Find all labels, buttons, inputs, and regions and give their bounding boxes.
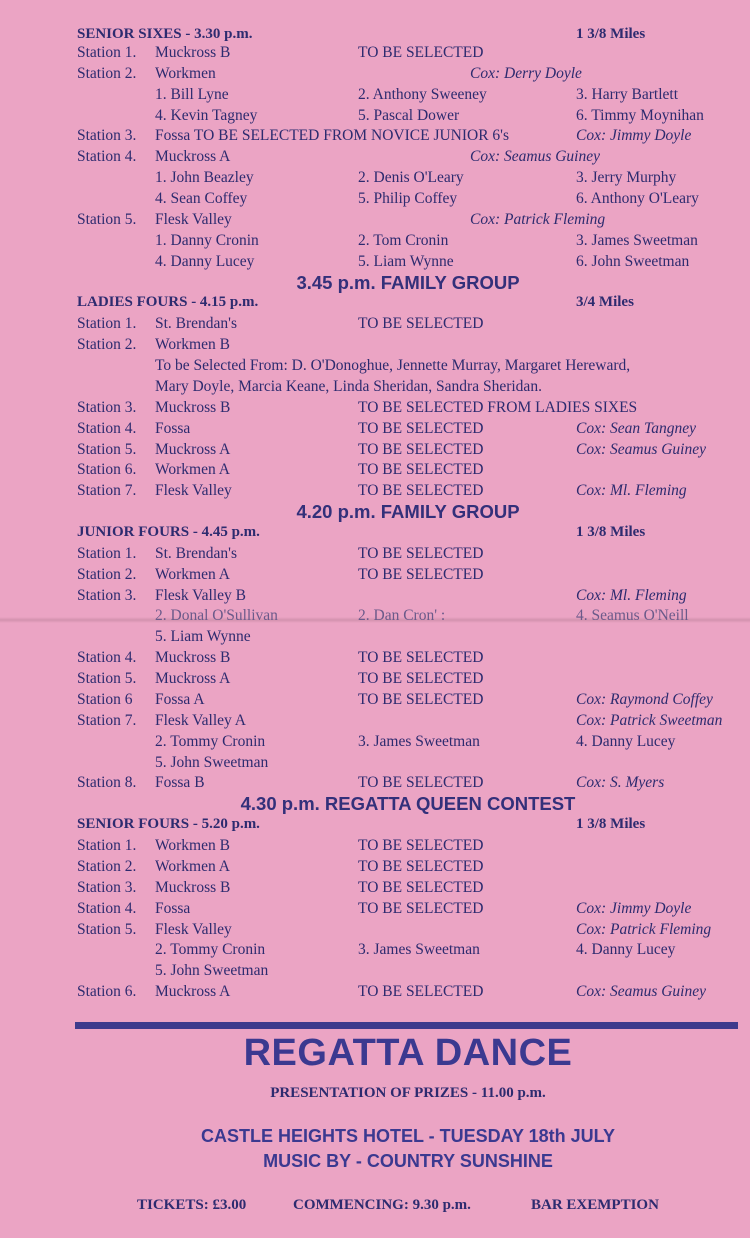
crew-name: St. Brendan's [155, 315, 238, 333]
schedule-row [0, 668, 750, 689]
station-label: Station 5. [77, 440, 137, 458]
cox-name: Cox: Sean Tangney [576, 419, 696, 437]
right-column: 6. Timmy Moynihan [576, 106, 704, 124]
group-heading: 4.30 p.m. REGATTA QUEEN CONTEST [240, 793, 576, 815]
cox-name: Cox: Ml. Fleming [576, 586, 687, 604]
schedule-row [0, 209, 750, 230]
schedule-row [0, 251, 750, 272]
station-label: SENIOR SIXES - 3.30 p.m. [77, 26, 253, 42]
selection-note: 2. Tom Cronin [358, 231, 449, 249]
crew-name: Fossa A [155, 690, 205, 708]
selection-note: 3. James Sweetman [358, 941, 480, 959]
crew-name: 2. Tommy Cronin [155, 941, 266, 959]
commencing-time: COMMENCING: 9.30 p.m. [293, 1197, 471, 1213]
schedule-row [0, 960, 750, 981]
crew-name: Fossa B [155, 774, 205, 792]
crew-name: 2. Tommy Cronin [155, 732, 266, 750]
cox-name: Cox: Jimmy Doyle [576, 899, 692, 917]
schedule-row [0, 418, 750, 439]
cox-name: Cox: S. Myers [576, 774, 665, 792]
crew-name: 4. Sean Coffey [155, 190, 248, 208]
crew-name: Muckross B [155, 649, 231, 667]
event-heading-row [0, 793, 750, 814]
crew-name: 1. John Beazley [155, 169, 254, 187]
schedule-row [0, 939, 750, 960]
schedule-row [0, 689, 750, 710]
selection-note: TO BE SELECTED [358, 565, 484, 583]
selection-note: TO BE SELECTED [358, 774, 484, 792]
schedule-row [0, 605, 750, 626]
schedule-row [0, 84, 750, 105]
crew-name: Muckross A [155, 440, 231, 458]
schedule-row [0, 835, 750, 856]
crew-name: Workmen B [155, 336, 230, 354]
schedule-row [0, 626, 750, 647]
station-label: Station 1. [77, 44, 137, 61]
crew-name: 4. Kevin Tagney [155, 106, 258, 124]
schedule-row [0, 752, 750, 773]
cox-name: Cox: Derry Doyle [470, 64, 582, 82]
right-column: 3. James Sweetman [576, 231, 698, 249]
cox-name: Cox: Patrick Fleming [470, 210, 606, 228]
right-column: 4. Danny Lucey [576, 732, 676, 750]
right-column: 3. Jerry Murphy [576, 169, 677, 187]
schedule-row [0, 981, 750, 1002]
station-label: LADIES FOURS - 4.15 p.m. [77, 294, 259, 311]
selection-note: TO BE SELECTED [358, 878, 484, 896]
crew-name: Fossa [155, 899, 191, 917]
selection-note: TO BE SELECTED [358, 482, 484, 500]
cox-name: Cox: Ml. Fleming [576, 482, 687, 500]
dance-title: REGATTA DANCE [243, 1032, 573, 1074]
schedule-row [0, 919, 750, 940]
station-label: Station 1. [77, 837, 137, 855]
station-label: SENIOR FOURS - 5.20 p.m. [77, 816, 260, 833]
selection-note: TO BE SELECTED FROM LADIES SIXES [358, 398, 638, 416]
selection-note: TO BE SELECTED [358, 857, 484, 875]
selection-note: TO BE SELECTED [358, 690, 484, 708]
station-label: JUNIOR FOURS - 4.45 p.m. [77, 524, 260, 540]
schedule-row [0, 647, 750, 668]
crew-name: Workmen [155, 64, 216, 82]
selection-note: 5. Liam Wynne [358, 252, 454, 270]
schedule-row [0, 543, 750, 564]
selection-note: 3. James Sweetman [358, 732, 480, 750]
station-label: Station 4. [77, 148, 137, 166]
crew-name: Flesk Valley [155, 482, 232, 500]
prizes-line: PRESENTATION OF PRIZES - 11.00 p.m. [270, 1085, 546, 1101]
schedule-row [0, 585, 750, 606]
selection-note: 2. Anthony Sweeney [358, 85, 487, 103]
station-label: Station 3. [77, 586, 137, 604]
station-label: Station 5. [77, 920, 137, 938]
schedule-row [0, 313, 750, 334]
station-label: Station 2. [77, 336, 137, 354]
selection-note: TO BE SELECTED [358, 837, 484, 855]
right-column: 1 3/8 Miles [576, 524, 646, 540]
selection-note: 2. Denis O'Leary [358, 169, 464, 187]
group-heading: 4.20 p.m. FAMILY GROUP [296, 501, 520, 523]
selection-note: TO BE SELECTED [358, 899, 484, 917]
crew-name: Flesk Valley A [155, 711, 246, 729]
crew-name: St. Brendan's [155, 544, 238, 562]
schedule-row [0, 105, 750, 126]
station-label: Station 4. [77, 899, 137, 917]
event-heading-row [0, 272, 750, 293]
venue-line: CASTLE HEIGHTS HOTEL - TUESDAY 18th JULY [200, 1126, 616, 1146]
crew-name: Workmen A [155, 461, 230, 479]
selection-note: TO BE SELECTED [358, 419, 484, 437]
crew-name: Muckross A [155, 148, 231, 166]
selection-note: TO BE SELECTED [358, 315, 484, 333]
race-heading-row [0, 814, 750, 835]
crew-name: 5. Liam Wynne [155, 628, 251, 646]
right-column: 3. Harry Bartlett [576, 85, 679, 103]
tickets-price: TICKETS: £3.00 [137, 1197, 247, 1213]
schedule-row [0, 710, 750, 731]
cox-name: Cox: Seamus Guiney [576, 983, 706, 1001]
crew-name: 2. Donal O'Sullivan [155, 607, 278, 625]
schedule-row [0, 42, 750, 63]
schedule-row [0, 230, 750, 251]
station-label: Station 3. [77, 127, 137, 145]
station-label: Station 3. [77, 878, 137, 896]
station-label: Station 6 [77, 690, 133, 708]
event-heading-row [0, 501, 750, 522]
station-label: Station 4. [77, 419, 137, 437]
station-label: Station 6. [77, 461, 137, 479]
crew-name: Workmen B [155, 837, 230, 855]
station-label: Station 2. [77, 565, 137, 583]
selection-note: TO BE SELECTED [358, 670, 484, 688]
race-heading-row [0, 292, 750, 313]
selection-note: 2. Dan Cron' : [358, 607, 446, 625]
selection-note: TO BE SELECTED [358, 461, 484, 479]
schedule-row [0, 355, 750, 376]
selection-note: TO BE SELECTED [358, 440, 484, 458]
station-label: Station 5. [77, 670, 137, 688]
cox-name: Cox: Raymond Coffey [576, 690, 713, 708]
crew-name: Muckross A [155, 983, 231, 1001]
station-label: Station 7. [77, 711, 137, 729]
selection-note: TO BE SELECTED [358, 649, 484, 667]
bar-exemption: BAR EXEMPTION [531, 1197, 659, 1213]
station-label: Station 2. [77, 64, 137, 82]
station-label: Station 8. [77, 774, 137, 792]
schedule-row [0, 564, 750, 585]
crew-name: 1. Bill Lyne [155, 85, 229, 103]
crew-name: Flesk Valley [155, 210, 232, 228]
crew-name: Workmen A [155, 857, 230, 875]
right-column: 4. Danny Lucey [576, 941, 676, 959]
schedule-row [0, 397, 750, 418]
station-label: Station 1. [77, 315, 137, 333]
crew-name: Fossa TO BE SELECTED FROM NOVICE JUNIOR 6's [155, 127, 510, 145]
crew-name: Muckross A [155, 670, 231, 688]
right-column: 6. Anthony O'Leary [576, 190, 699, 208]
station-label: Station 6. [77, 983, 137, 1001]
crew-name: Fossa [155, 419, 191, 437]
station-label: Station 2. [77, 857, 137, 875]
schedule-row [0, 439, 750, 460]
schedule-row [0, 459, 750, 480]
schedule-row [0, 772, 750, 793]
selection-note: 5. Philip Coffey [358, 190, 458, 208]
schedule-row [0, 731, 750, 752]
crew-name: Mary Doyle, Marcia Keane, Linda Sheridan, Sandra Sheridan. [155, 377, 542, 395]
schedule-row [0, 376, 750, 397]
group-heading: 3.45 p.m. FAMILY GROUP [296, 271, 520, 293]
schedule-row [0, 125, 750, 146]
schedule-row [0, 898, 750, 919]
crew-name: Flesk Valley [155, 920, 232, 938]
crew-name: 5. John Sweetman [155, 962, 269, 980]
cox-name: Cox: Patrick Sweetman [576, 711, 723, 729]
crew-name: Flesk Valley B [155, 586, 246, 604]
crew-name: Muckross B [155, 398, 231, 416]
right-column: 1 3/8 Miles [576, 816, 646, 833]
cox-name: Cox: Seamus Guiney [576, 440, 706, 458]
station-label: Station 4. [77, 649, 137, 667]
crew-name: 4. Danny Lucey [155, 252, 255, 270]
right-column: 4. Seamus O'Neill [576, 607, 689, 625]
crew-name: Workmen A [155, 565, 230, 583]
selection-note: TO BE SELECTED [358, 983, 484, 1001]
station-label: Station 7. [77, 482, 137, 500]
crew-name: 5. John Sweetman [155, 753, 269, 771]
schedule-row [0, 480, 750, 501]
right-column: 3/4 Miles [576, 294, 634, 311]
station-label: Station 3. [77, 398, 137, 416]
music-line: MUSIC BY - COUNTRY SUNSHINE [263, 1151, 553, 1171]
selection-note: TO BE SELECTED [358, 544, 484, 562]
cox-name: Cox: Patrick Fleming [576, 920, 712, 938]
schedule-row [0, 188, 750, 209]
race-heading-row [0, 522, 750, 543]
cox-name: Cox: Jimmy Doyle [576, 127, 692, 145]
right-column: 6. John Sweetman [576, 252, 690, 270]
selection-note: TO BE SELECTED [358, 44, 484, 61]
right-column: 1 3/8 Miles [576, 26, 646, 42]
station-label: Station 5. [77, 210, 137, 228]
schedule-row [0, 877, 750, 898]
selection-note: 5. Pascal Dower [358, 106, 460, 124]
schedule-row [0, 334, 750, 355]
schedule-row [0, 63, 750, 84]
crew-name: To be Selected From: D. O'Donoghue, Jennette Murray, Margaret Hereward, [155, 357, 631, 375]
schedule-row [0, 167, 750, 188]
schedule-row [0, 146, 750, 167]
cox-name: Cox: Seamus Guiney [470, 148, 600, 166]
crew-name: Muckross B [155, 44, 231, 61]
crew-name: Muckross B [155, 878, 231, 896]
crew-name: 1. Danny Cronin [155, 231, 259, 249]
station-label: Station 1. [77, 544, 137, 562]
schedule-row [0, 856, 750, 877]
